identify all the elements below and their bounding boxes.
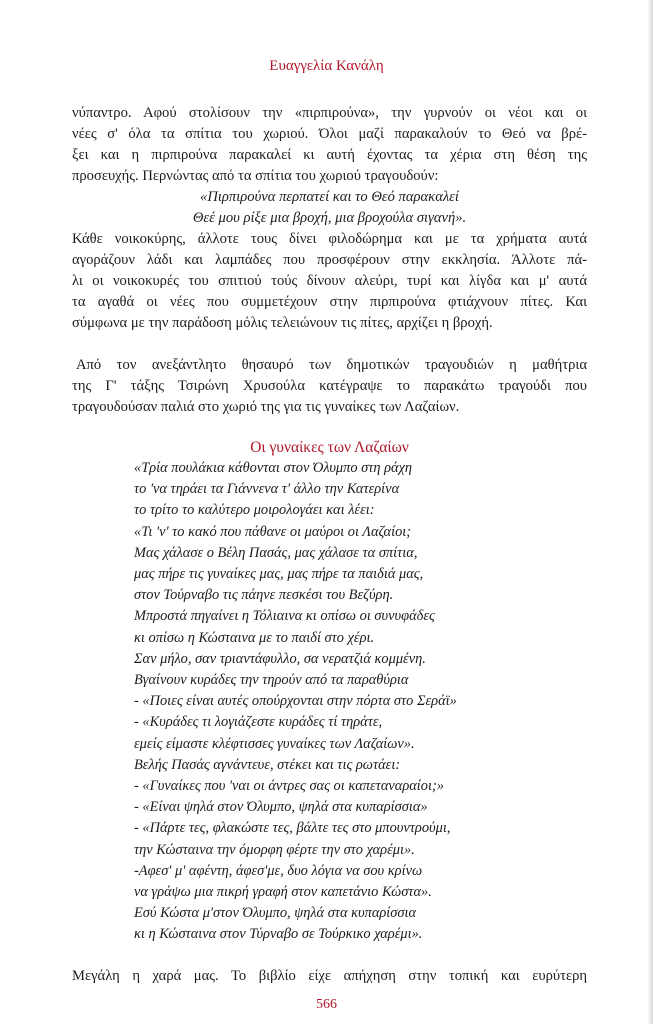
poem-line: να γράψω μια πικρή γραφή στον καπετάνιο Κώστα». bbox=[134, 884, 432, 901]
poem-line: - «Πάρτε τες, φλακώστε τες, βάλτε τες στο μπουντρούμι, bbox=[134, 820, 451, 837]
poem-line: κι η Κώσταινα στον Τύρναβο σε Τούρκικο χαρέμι». bbox=[134, 926, 423, 943]
text-line: Από τον ανεξάντλητο θησαυρό των δημοτικών τραγουδιών η μαθήτρια bbox=[76, 357, 587, 373]
couplet-line: Θεέ μου ρίξε μια βροχή, μια βροχούλα σιγανή». bbox=[192, 210, 467, 226]
poem-line: Σαν μήλο, σαν τριαντάφυλλο, σα νερατζιά κομμένη. bbox=[134, 650, 426, 667]
poem-line: «Τι 'ν' το κακό που πάθανε οι μαύροι οι Λαζαίοι; bbox=[134, 523, 412, 540]
poem-line: στον Τούρναβο τις πάηνε πεσκέσι του Βεζύρη. bbox=[134, 587, 394, 604]
text-line: σύμφωνα με την παράδοση μόλις τελειώνουν τις πίτες, αρχίζει η βροχή. bbox=[72, 315, 493, 331]
paragraph-1 bbox=[72, 103, 587, 187]
paragraph-2 bbox=[72, 229, 587, 334]
prayer-couplet bbox=[72, 187, 587, 229]
running-header-author: Ευαγγελία Κανάλη bbox=[269, 58, 384, 74]
poem-line: Μας χάλασε ο Βέλη Πασάς, μας χάλασε τα σπίτια, bbox=[134, 544, 418, 561]
poem-line: Βελής Πασάς αγνάντευε, στέκει και τις ρωτάει: bbox=[134, 756, 401, 773]
poem-line: - «Κυράδες τι λογιάζεστε κυράδες τί τηράτε, bbox=[134, 714, 383, 731]
text-line: Μεγάλη η χαρά μας. Το βιβλίο είχε απήχηση στην τοπική και ευρύτερη bbox=[72, 967, 587, 984]
poem-line: το τρίτο το καλύτερο μοιρολογάει και λέει: bbox=[134, 502, 375, 519]
text-line: λι οι νοικοκυρές του σπιτιού τούς δίνουν αλεύρι, τυρί και λίγδα και μ' αυτά bbox=[72, 273, 587, 289]
text-line: αγοράζουν λάδι και λαμπάδες που προσφέρουν στην εκκλησία. Άλλοτε πά- bbox=[72, 252, 587, 268]
text-line: προσευχής. Περνώντας από τα σπίτια του χωριού τραγουδούν: bbox=[72, 168, 439, 184]
poem-line: εμείς είμαστε κλέφτισσες γυναίκες των Λαζαίων». bbox=[134, 735, 415, 752]
text-line: τραγουδούσαν παλιά στο χωριό της για τις γυναίκες των Λαζαίων. bbox=[72, 399, 460, 415]
poem-line: Μπροστά πηγαίνει η Τόλιαινα κι οπίσω οι συνυφάδες bbox=[134, 608, 435, 625]
poem-line: - «Είναι ψηλά στον Όλυμπο, ψηλά στα κυπαρίσσια» bbox=[134, 799, 428, 816]
text-line: νύπαντρο. Αφού στολίσουν την «πιρπιρούνα», την γυρνούν οι νέοι και οι bbox=[72, 105, 587, 121]
poem-verses bbox=[134, 458, 587, 946]
poem-line: Βγαίνουν κυράδες την τηρούν από τα παραθύρια bbox=[134, 672, 409, 689]
poem-line: την Κώσταινα την όμορφη φέρτε την στο χαρέμι». bbox=[134, 841, 415, 858]
poem-line: «Τρία πουλάκια κάθονται στον Όλυμπο στη ράχη bbox=[134, 460, 413, 476]
couplet-line: «Πιρπιρούνα περπατεί και το Θεό παρακαλεί bbox=[200, 189, 459, 205]
poem-line: - «Γυναίκες που 'ναι οι άντρες σας οι καπεταναραίοι;» bbox=[134, 778, 444, 795]
poem-line: μας πήρε τις γυναίκες μας, μας πήρε τα παιδιά μας, bbox=[134, 566, 424, 583]
page-edge-shadow bbox=[647, 0, 653, 1024]
poem-line: - «Ποιες είναι αυτές οπούρχονται στην πόρτα στο Σεράϊ» bbox=[134, 693, 457, 710]
poem-line: κι οπίσω η Κώσταινα με το παιδί στο χέρι. bbox=[134, 629, 375, 646]
poem-line: το 'να τηράει τα Γιάννενα τ' άλλο την Κατερίνα bbox=[134, 481, 400, 498]
text-line: της Γ' τάξης Τσιρώνη Χρυσούλα κατέγραψε το παρακάτω τραγούδι που bbox=[72, 378, 587, 394]
text-line: Κάθε νοικοκύρης, άλλοτε τους δίνει φιλοδώρημα και με τα χρήματα αυτά bbox=[72, 231, 587, 247]
text-line: νέες σ' όλα τα σπίτια του χωριού. Όλοι μαζί παρακαλούν το Θεό να βρέ- bbox=[72, 126, 587, 142]
poem-title: Οι γυναίκες των Λαζαίων bbox=[250, 439, 409, 456]
poem-line: -Αφεσ' μ' αφέντη, άφεσ'με, δυο λόγια να σου κρίνω bbox=[134, 862, 423, 879]
page-number: 566 bbox=[316, 997, 337, 1012]
paragraph-3 bbox=[72, 355, 587, 418]
text-line: ξει και η πιρπιρούνα παρακαλεί κι αυτή έχοντας τα χέρια στη θέση της bbox=[72, 147, 587, 163]
text-line: τα αγαθά οι νέες που συμμετέχουν στην πιρπιρούνα φτιάχνουν πίτες. Και bbox=[72, 294, 587, 310]
poem-line: Εσύ Κώστα μ'στον Όλυμπο, ψηλά στα κυπαρίσσια bbox=[134, 905, 417, 922]
page-body bbox=[72, 103, 587, 987]
paragraph-4 bbox=[72, 966, 587, 987]
